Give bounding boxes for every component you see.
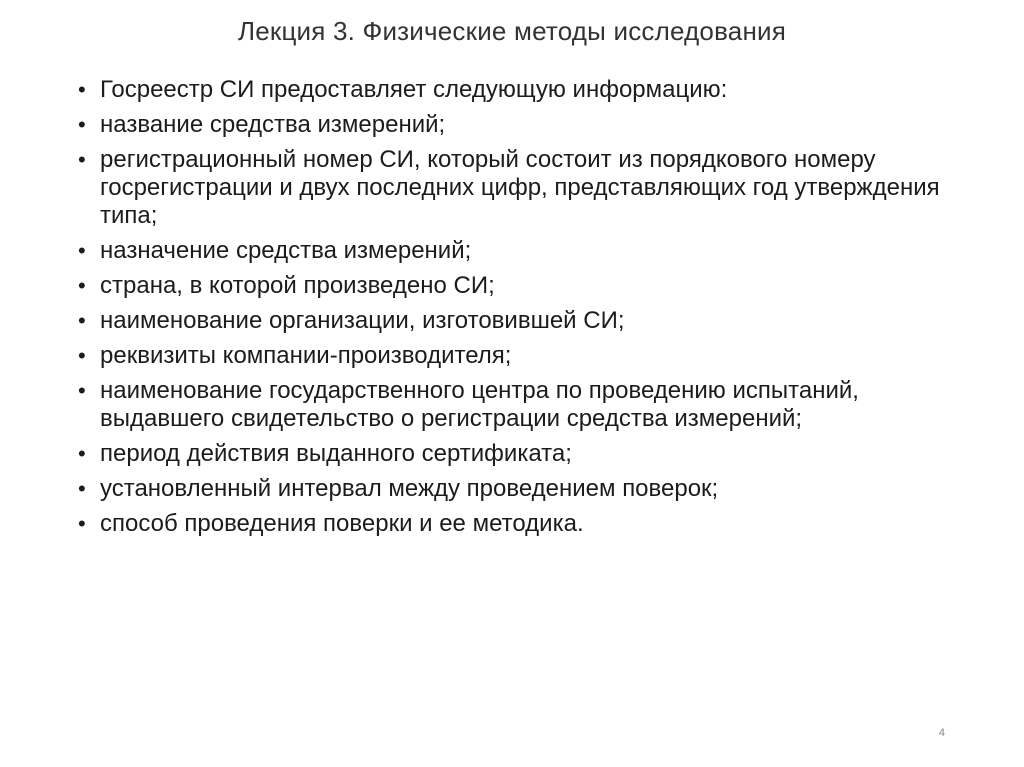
list-item <box>74 111 974 139</box>
list-item-text: регистрационный номер СИ, который состоит из порядкового номеру госрегистрации и двух последних цифр, представляющих год утверждения типа; <box>100 146 940 229</box>
bullet-icon: • <box>78 476 86 501</box>
list-item-text: установленный интервал между проведением поверок; <box>100 475 719 502</box>
slide-title: Лекция 3. Физические методы исследования <box>237 16 787 46</box>
list-item <box>74 76 974 104</box>
bullet-icon: • <box>78 112 86 137</box>
list-item <box>74 377 974 433</box>
list-item-text: Госреестр СИ предоставляет следующую информацию: <box>100 76 728 103</box>
bullet-icon: • <box>78 343 86 368</box>
bullet-icon: • <box>78 77 86 102</box>
list-item <box>74 510 974 538</box>
list-item-text: способ проведения поверки и ее методика. <box>100 510 584 537</box>
list-item <box>74 272 974 300</box>
list-item-text: реквизиты компании-производителя; <box>100 342 512 369</box>
bullet-icon: • <box>78 511 86 536</box>
list-item-text: наименование государственного центра по проведению испытаний, выдавшего свидетельство о регистрации средства измерений; <box>100 377 859 432</box>
bullet-icon: • <box>78 238 86 263</box>
list-item-text: назначение средства измерений; <box>100 237 472 264</box>
bullet-icon: • <box>78 308 86 333</box>
bullet-list <box>74 76 974 545</box>
list-item <box>74 307 974 335</box>
bullet-icon: • <box>78 441 86 466</box>
list-item-text: наименование организации, изготовившей СИ; <box>100 307 625 334</box>
list-item <box>74 237 974 265</box>
page-number: 4 <box>938 727 945 739</box>
list-item <box>74 146 974 230</box>
bullet-icon: • <box>78 147 86 172</box>
list-item <box>74 342 974 370</box>
list-item-text: название средства измерений; <box>100 111 446 138</box>
list-item-text: период действия выданного сертификата; <box>100 440 572 467</box>
bullet-icon: • <box>78 378 86 403</box>
list-item-text: страна, в которой произведено СИ; <box>100 272 495 299</box>
bullet-icon: • <box>78 273 86 298</box>
list-item <box>74 440 974 468</box>
list-item <box>74 475 974 503</box>
